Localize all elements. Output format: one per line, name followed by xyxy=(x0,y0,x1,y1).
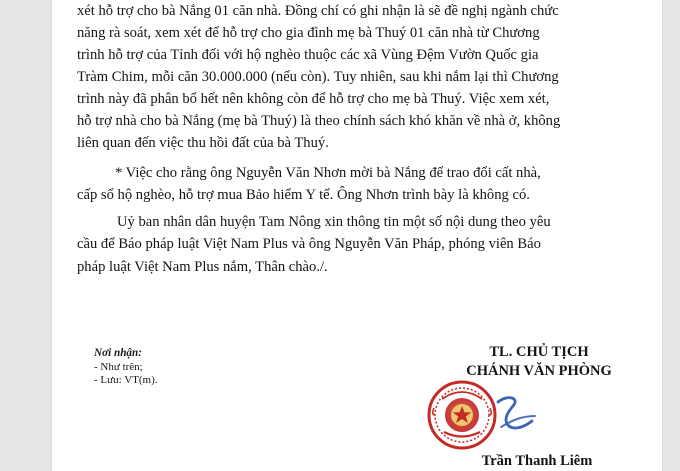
paragraph-house-support xyxy=(77,0,645,154)
body-line: Tràm Chim, mỗi căn 30.000.000 (nếu còn). Tuy nhiên, sau khi nắm lại thì Chương xyxy=(77,69,559,86)
body-line: xét hỗ trợ cho bà Nắng 01 căn nhà. Đồng chí có ghi nhận là sẽ đề nghị ngành chức xyxy=(77,3,559,19)
paragraph-closing xyxy=(77,211,645,277)
signature-block xyxy=(436,343,642,381)
signature-title-line: TL. CHỦ TỊCH xyxy=(489,344,589,360)
body-line: trình hỗ trợ của Tỉnh đối với hộ nghèo thuộc các xã Vùng Đệm Vườn Quốc gia xyxy=(77,47,539,64)
body-line: cầu để Báo pháp luật Việt Nam Plus và ông Nguyễn Văn Pháp, phóng viên Báo xyxy=(77,236,541,253)
body-line: Uỷ ban nhân dân huyện Tam Nông xin thông tin một số nội dung theo yêu xyxy=(117,214,551,231)
document-page xyxy=(52,0,662,471)
body-line: pháp luật Việt Nam Plus nắm, Thân chào./. xyxy=(77,258,328,275)
signature-position-line: CHÁNH VĂN PHÒNG xyxy=(466,363,612,379)
body-line: * Việc cho rằng ông Nguyễn Văn Nhơn mời bà Nắng để trao đổi cất nhà, xyxy=(115,165,541,182)
paragraph-bullet-note xyxy=(77,162,645,206)
recipients-block xyxy=(94,347,158,388)
recipient-item: - Như trên; xyxy=(94,360,143,373)
handwritten-signature xyxy=(490,390,542,434)
recipient-item: - Lưu: VT(m). xyxy=(94,374,158,387)
signer-name: Trần Thanh Liêm xyxy=(481,453,593,469)
body-line: hỗ trợ nhà cho bà Nắng (mẹ bà Thuý) là theo chính sách khó khăn về nhà ở, không xyxy=(77,113,561,130)
body-line: năng rà soát, xem xét để hỗ trợ cho gia đình mẹ bà Thuý 01 căn nhà từ Chương xyxy=(77,25,540,42)
document-body xyxy=(77,0,645,278)
recipients-title: Nơi nhận: xyxy=(94,347,142,359)
body-line: liên quan đến việc thu hồi đất của bà Thuý. xyxy=(77,135,329,152)
body-line: trình này đã phân bổ hết nên không còn để hỗ trợ cho mẹ bà Thuý. Việc xem xét, xyxy=(77,91,550,108)
body-line: cấp sổ hộ nghèo, hỗ trợ mua Bảo hiểm Y tế. Ông Nhơn trình bày là không có. xyxy=(77,187,530,204)
official-seal-stamp xyxy=(424,377,500,453)
